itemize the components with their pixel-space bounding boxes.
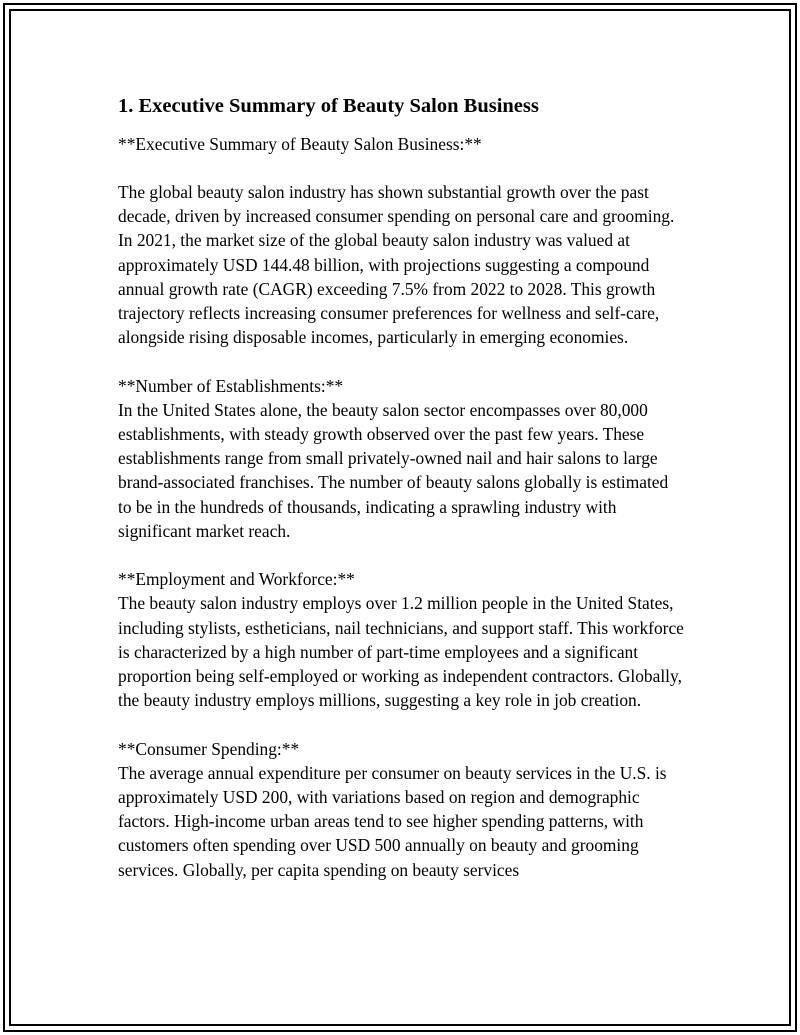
intro-paragraph: The global beauty salon industry has shown substantial growth over the past decade, driven by increased consumer spending on personal care and grooming. In 2021, the market size of the global beauty salon industry was valued at approximately USD 144.48 billion, with projections suggesting a compound annual growth rate (CAGR) exceeding 7.5% from 2022 to 2028. This growth trajectory reflects increasing consumer preferences for wellness and self-care, alongside rising disposable incomes, particularly in emerging economies. (118, 182, 675, 348)
section-employment (118, 567, 684, 712)
section-text-establishments: In the United States alone, the beauty salon sector encompasses over 80,000 establishments, with steady growth observed over the past few years. These establishments range from small privately-owned nail and hair salons to large brand-associated franchises. The number of beauty salons globally is estimated to be in the hundreds of thousands, indicating a sprawling industry with significant market reach. (118, 399, 669, 541)
document-body (118, 93, 684, 906)
intro-paragraph-block (118, 180, 684, 349)
section-establishments (118, 374, 684, 543)
document-subtitle: **Executive Summary of Beauty Salon Business:** (118, 134, 482, 154)
section-text-consumer-spending: The average annual expenditure per consumer on beauty services in the U.S. is approximately USD 200, with variations based on region and demographic factors. High-income urban areas tend to see higher spending patterns, with customers often spending over USD 500 annually on beauty and grooming services. Globally, per capita spending on beauty services (118, 762, 667, 880)
section-heading-consumer-spending: **Consumer Spending:** (118, 738, 300, 759)
section-consumer-spending (118, 737, 684, 882)
section-text-employment: The beauty salon industry employs over 1.2 million people in the United States, including stylists, estheticians, nail technicians, and support staff. This workforce is characterized by a high number of part-time employees and a significant proportion being self-employed or working as independent contractors. Globally, the beauty industry employs millions, suggesting a key role in job creation. (118, 593, 684, 711)
section-heading-employment: **Employment and Workforce:** (118, 569, 355, 590)
section-heading-establishments: **Number of Establishments:** (118, 375, 344, 396)
document-title: 1. Executive Summary of Beauty Salon Business (118, 95, 539, 117)
